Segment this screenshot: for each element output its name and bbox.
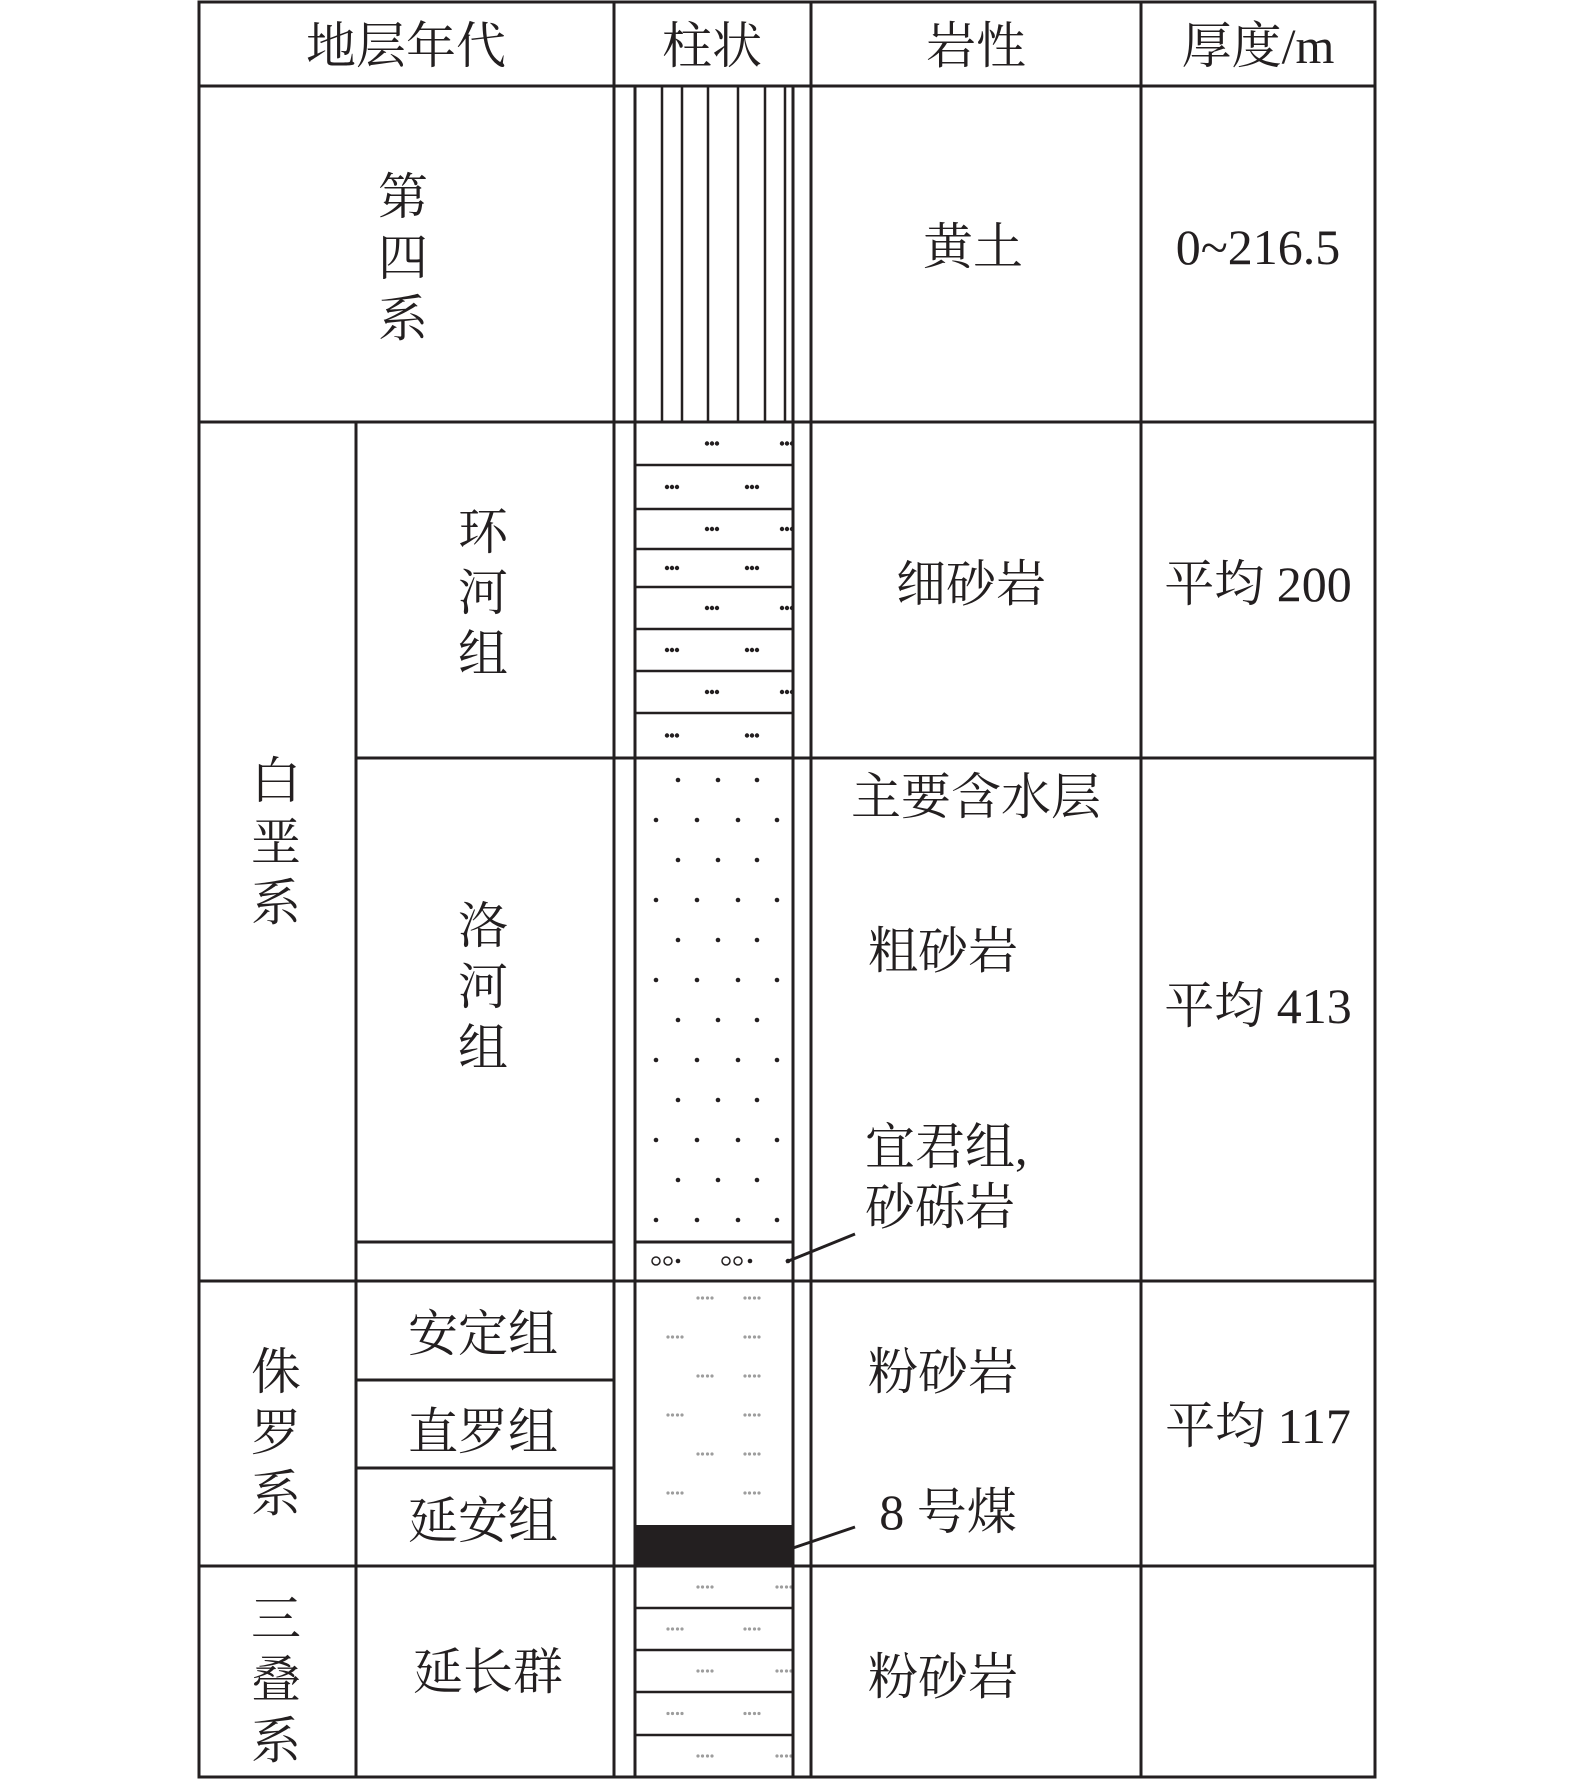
siltstone-dot bbox=[706, 1296, 709, 1299]
triassic-silt-dot bbox=[706, 1754, 709, 1757]
siltstone-dot bbox=[753, 1374, 756, 1377]
triassic-silt-dot bbox=[676, 1712, 679, 1715]
siltstone-dot bbox=[743, 1374, 746, 1377]
coarse-sand-dot bbox=[755, 1178, 760, 1183]
formation-luohe-char: 洛 bbox=[458, 898, 508, 954]
siltstone-dot bbox=[757, 1413, 760, 1416]
column-patterns bbox=[635, 86, 794, 1758]
coarse-sand-dot bbox=[676, 858, 681, 863]
coarse-sand-dot bbox=[695, 1138, 700, 1143]
triassic-silt-dot bbox=[785, 1585, 788, 1588]
system-triassic-char: 三 bbox=[251, 1591, 301, 1647]
triassic-silt-dot bbox=[710, 1754, 713, 1757]
siltstone-dot bbox=[710, 1374, 713, 1377]
coarse-sand-dot bbox=[654, 898, 659, 903]
triassic-silt-dot bbox=[696, 1669, 699, 1672]
gravel-circle bbox=[664, 1257, 672, 1265]
siltstone-dot bbox=[706, 1374, 709, 1377]
fine-sand-dot bbox=[785, 441, 789, 445]
siltstone-dot bbox=[748, 1413, 751, 1416]
coarse-sand-dot bbox=[716, 778, 721, 783]
coarse-sand-dot bbox=[755, 938, 760, 943]
fine-sand-dot bbox=[745, 733, 749, 737]
fine-sand-dot bbox=[780, 527, 784, 531]
fine-sand-dot bbox=[780, 441, 784, 445]
fine-sand-dot bbox=[785, 690, 789, 694]
siltstone-dot bbox=[757, 1374, 760, 1377]
formation-huanhe-char: 组 bbox=[458, 626, 508, 682]
fine-sand-dot bbox=[705, 527, 709, 531]
coarse-sand-dot bbox=[716, 1018, 721, 1023]
system-jurassic-char: 侏 bbox=[251, 1344, 301, 1400]
fine-sand-dot bbox=[670, 733, 674, 737]
fine-sand-dot bbox=[755, 485, 759, 489]
gravel-dot bbox=[676, 1259, 681, 1264]
system-quaternary-char: 系 bbox=[378, 291, 428, 347]
fine-sand-dot bbox=[750, 648, 754, 652]
siltstone-dot bbox=[748, 1296, 751, 1299]
system-quaternary-char: 四 bbox=[378, 230, 428, 286]
coarse-sand-dot bbox=[676, 778, 681, 783]
triassic-silt-dot bbox=[753, 1627, 756, 1630]
lith-siltstone-jurassic: 粉砂岩 bbox=[868, 1344, 1018, 1400]
coarse-sand-dot bbox=[695, 818, 700, 823]
coarse-sand-dot bbox=[654, 1138, 659, 1143]
formation-yanan: 延安组 bbox=[408, 1493, 558, 1549]
fine-sand-dot bbox=[745, 648, 749, 652]
system-cretaceous-char: 系 bbox=[251, 875, 301, 931]
triassic-silt-dot bbox=[743, 1627, 746, 1630]
system-cretaceous bbox=[251, 753, 301, 931]
fine-sand-dot bbox=[785, 606, 789, 610]
fine-sand-dot bbox=[665, 566, 669, 570]
siltstone-dot bbox=[666, 1335, 669, 1338]
lith-loess: 黄土 bbox=[923, 219, 1023, 275]
siltstone-dot bbox=[757, 1452, 760, 1455]
siltstone-dot bbox=[743, 1452, 746, 1455]
triassic-silt-dot bbox=[757, 1712, 760, 1715]
fine-sand-dot bbox=[665, 733, 669, 737]
fine-sand-dot bbox=[750, 566, 754, 570]
coarse-sand-dot bbox=[736, 1218, 741, 1223]
fine-sand-dot bbox=[705, 690, 709, 694]
fine-sand-dot bbox=[675, 485, 679, 489]
siltstone-dot bbox=[753, 1296, 756, 1299]
system-triassic bbox=[251, 1591, 301, 1769]
coal-seam-8 bbox=[635, 1525, 793, 1567]
coarse-sand-dot bbox=[695, 898, 700, 903]
triassic-silt-dot bbox=[706, 1669, 709, 1672]
formation-luohe-char: 河 bbox=[458, 959, 508, 1015]
coarse-sand-dot bbox=[676, 1018, 681, 1023]
coarse-sand-dot bbox=[654, 978, 659, 983]
siltstone-dot bbox=[676, 1491, 679, 1494]
coarse-sand-dot bbox=[755, 858, 760, 863]
system-quaternary-char: 第 bbox=[378, 169, 428, 225]
formation-luohe-char: 组 bbox=[458, 1020, 508, 1076]
lith-coarse-sandstone: 粗砂岩 bbox=[868, 923, 1018, 979]
siltstone-dot bbox=[680, 1335, 683, 1338]
lith-siltstone-triassic: 粉砂岩 bbox=[868, 1649, 1018, 1705]
triassic-silt-dot bbox=[748, 1627, 751, 1630]
siltstone-dot bbox=[701, 1296, 704, 1299]
fine-sand-dot bbox=[670, 566, 674, 570]
gravel-circle bbox=[722, 1257, 730, 1265]
gravel-circle bbox=[652, 1257, 660, 1265]
coarse-sand-dot bbox=[716, 938, 721, 943]
coarse-sand-dot bbox=[775, 978, 780, 983]
coarse-sand-dot bbox=[736, 978, 741, 983]
siltstone-dot bbox=[753, 1491, 756, 1494]
triassic-silt-dot bbox=[775, 1585, 778, 1588]
siltstone-dot bbox=[671, 1491, 674, 1494]
siltstone-dot bbox=[710, 1296, 713, 1299]
fine-sand-dot bbox=[710, 441, 714, 445]
coarse-sand-dot bbox=[736, 898, 741, 903]
fine-sand-dot bbox=[710, 527, 714, 531]
lith-yijun-line2: 砂砾岩 bbox=[865, 1179, 1015, 1235]
fine-sand-dot bbox=[665, 485, 669, 489]
siltstone-dot bbox=[706, 1452, 709, 1455]
coarse-sand-dot bbox=[695, 978, 700, 983]
triassic-silt-dot bbox=[701, 1585, 704, 1588]
siltstone-dot bbox=[680, 1491, 683, 1494]
fine-sand-dot bbox=[780, 606, 784, 610]
triassic-silt-dot bbox=[785, 1669, 788, 1672]
system-jurassic-char: 罗 bbox=[251, 1405, 301, 1461]
triassic-silt-dot bbox=[775, 1669, 778, 1672]
siltstone-dot bbox=[743, 1335, 746, 1338]
gravel-dot bbox=[748, 1259, 753, 1264]
coarse-sand-dot bbox=[716, 1098, 721, 1103]
system-jurassic bbox=[251, 1344, 301, 1522]
triassic-silt-dot bbox=[780, 1754, 783, 1757]
lith-main-aquifer: 主要含水层 bbox=[851, 769, 1101, 825]
triassic-silt-dot bbox=[671, 1627, 674, 1630]
coarse-sand-dot bbox=[676, 1098, 681, 1103]
triassic-silt-dot bbox=[666, 1627, 669, 1630]
siltstone-dot bbox=[748, 1374, 751, 1377]
triassic-silt-dot bbox=[710, 1669, 713, 1672]
fine-sand-dot bbox=[705, 606, 709, 610]
formation-luohe bbox=[458, 898, 508, 1076]
coarse-sand-dot bbox=[716, 858, 721, 863]
fine-sand-dot bbox=[670, 648, 674, 652]
coarse-sand-dot bbox=[736, 818, 741, 823]
triassic-silt-dot bbox=[701, 1754, 704, 1757]
siltstone-dot bbox=[748, 1491, 751, 1494]
coarse-sand-dot bbox=[736, 1138, 741, 1143]
siltstone-dot bbox=[748, 1452, 751, 1455]
coarse-sand-dot bbox=[654, 1058, 659, 1063]
coarse-sand-dot bbox=[775, 818, 780, 823]
fine-sand-dot bbox=[705, 441, 709, 445]
siltstone-dot bbox=[696, 1374, 699, 1377]
triassic-silt-dot bbox=[743, 1712, 746, 1715]
triassic-silt-dot bbox=[710, 1585, 713, 1588]
system-jurassic-char: 系 bbox=[251, 1466, 301, 1522]
thickness-quaternary: 0~216.5 bbox=[1175, 219, 1341, 275]
triassic-silt-dot bbox=[785, 1754, 788, 1757]
coarse-sand-dot bbox=[654, 818, 659, 823]
fine-sand-dot bbox=[675, 566, 679, 570]
triassic-silt-dot bbox=[666, 1712, 669, 1715]
triassic-silt-dot bbox=[696, 1754, 699, 1757]
fine-sand-dot bbox=[745, 485, 749, 489]
siltstone-dot bbox=[743, 1491, 746, 1494]
leader-coal bbox=[793, 1527, 855, 1548]
siltstone-dot bbox=[753, 1413, 756, 1416]
fine-sand-dot bbox=[750, 733, 754, 737]
fine-sand-dot bbox=[675, 648, 679, 652]
lith-fine-sandstone: 细砂岩 bbox=[896, 556, 1046, 612]
triassic-silt-dot bbox=[775, 1754, 778, 1757]
coarse-sand-dot bbox=[775, 898, 780, 903]
formation-yanchang: 延长群 bbox=[413, 1644, 563, 1700]
triassic-silt-dot bbox=[780, 1669, 783, 1672]
coarse-sand-dot bbox=[775, 1138, 780, 1143]
system-triassic-char: 叠 bbox=[251, 1652, 301, 1708]
siltstone-dot bbox=[753, 1335, 756, 1338]
siltstone-dot bbox=[757, 1491, 760, 1494]
header-thickness: 厚度/m bbox=[1181, 18, 1335, 74]
system-quaternary bbox=[378, 169, 428, 347]
siltstone-dot bbox=[666, 1413, 669, 1416]
thickness-huanhe: 平均 200 bbox=[1164, 556, 1352, 612]
formation-huanhe bbox=[458, 504, 510, 682]
coarse-sand-dot bbox=[654, 1218, 659, 1223]
triassic-silt-dot bbox=[706, 1585, 709, 1588]
fine-sand-dot bbox=[665, 648, 669, 652]
siltstone-dot bbox=[701, 1452, 704, 1455]
siltstone-dot bbox=[743, 1296, 746, 1299]
fine-sand-dot bbox=[780, 690, 784, 694]
fine-sand-dot bbox=[785, 527, 789, 531]
triassic-silt-dot bbox=[680, 1712, 683, 1715]
fine-sand-dot bbox=[715, 441, 719, 445]
siltstone-dot bbox=[671, 1413, 674, 1416]
coarse-sand-dot bbox=[775, 1058, 780, 1063]
fine-sand-dot bbox=[755, 733, 759, 737]
coarse-sand-dot bbox=[755, 1098, 760, 1103]
siltstone-dot bbox=[743, 1413, 746, 1416]
siltstone-dot bbox=[757, 1296, 760, 1299]
siltstone-dot bbox=[710, 1452, 713, 1455]
fine-sand-dot bbox=[750, 485, 754, 489]
formation-huanhe-char: 河 bbox=[458, 565, 508, 621]
triassic-silt-dot bbox=[676, 1627, 679, 1630]
siltstone-dot bbox=[666, 1491, 669, 1494]
siltstone-dot bbox=[680, 1413, 683, 1416]
fine-sand-dot bbox=[745, 566, 749, 570]
gravel-circle bbox=[734, 1257, 742, 1265]
siltstone-dot bbox=[676, 1413, 679, 1416]
thickness-jurassic: 平均 117 bbox=[1165, 1398, 1351, 1454]
siltstone-dot bbox=[753, 1452, 756, 1455]
formation-anding: 安定组 bbox=[408, 1306, 558, 1362]
coarse-sand-dot bbox=[716, 1178, 721, 1183]
coarse-sand-dot bbox=[755, 1018, 760, 1023]
system-cretaceous-char: 垩 bbox=[251, 814, 301, 870]
siltstone-dot bbox=[701, 1374, 704, 1377]
triassic-silt-dot bbox=[780, 1585, 783, 1588]
fine-sand-dot bbox=[675, 733, 679, 737]
siltstone-dot bbox=[748, 1335, 751, 1338]
triassic-silt-dot bbox=[680, 1627, 683, 1630]
system-triassic-char: 系 bbox=[251, 1713, 301, 1769]
coarse-sand-dot bbox=[676, 938, 681, 943]
system-cretaceous-char: 白 bbox=[251, 753, 301, 809]
header-column: 柱状 bbox=[662, 18, 762, 74]
fine-sand-dot bbox=[755, 566, 759, 570]
triassic-silt-dot bbox=[701, 1669, 704, 1672]
coarse-sand-dot bbox=[695, 1058, 700, 1063]
siltstone-dot bbox=[696, 1452, 699, 1455]
triassic-silt-dot bbox=[748, 1712, 751, 1715]
header-era: 地层年代 bbox=[306, 18, 506, 74]
triassic-silt-dot bbox=[671, 1712, 674, 1715]
triassic-silt-dot bbox=[696, 1585, 699, 1588]
siltstone-dot bbox=[671, 1335, 674, 1338]
header-lithology: 岩性 bbox=[926, 18, 1026, 74]
coarse-sand-dot bbox=[676, 1178, 681, 1183]
lith-coal-8: 8 号煤 bbox=[879, 1484, 1017, 1540]
siltstone-dot bbox=[696, 1296, 699, 1299]
triassic-silt-dot bbox=[757, 1627, 760, 1630]
coarse-sand-dot bbox=[695, 1218, 700, 1223]
fine-sand-dot bbox=[670, 485, 674, 489]
coarse-sand-dot bbox=[755, 778, 760, 783]
siltstone-dot bbox=[757, 1335, 760, 1338]
thickness-luohe: 平均 413 bbox=[1164, 978, 1352, 1034]
siltstone-dot bbox=[676, 1335, 679, 1338]
fine-sand-dot bbox=[710, 690, 714, 694]
fine-sand-dot bbox=[715, 690, 719, 694]
formation-zhiluo: 直罗组 bbox=[408, 1404, 558, 1460]
fine-sand-dot bbox=[715, 606, 719, 610]
coarse-sand-dot bbox=[775, 1218, 780, 1223]
triassic-silt-dot bbox=[753, 1712, 756, 1715]
leader-yijun bbox=[786, 1234, 855, 1262]
fine-sand-dot bbox=[755, 648, 759, 652]
formation-huanhe-char: 环 bbox=[458, 504, 508, 560]
fine-sand-dot bbox=[710, 606, 714, 610]
lith-yijun-line1: 宜君组, bbox=[865, 1119, 1028, 1175]
coarse-sand-dot bbox=[736, 1058, 741, 1063]
fine-sand-dot bbox=[715, 527, 719, 531]
